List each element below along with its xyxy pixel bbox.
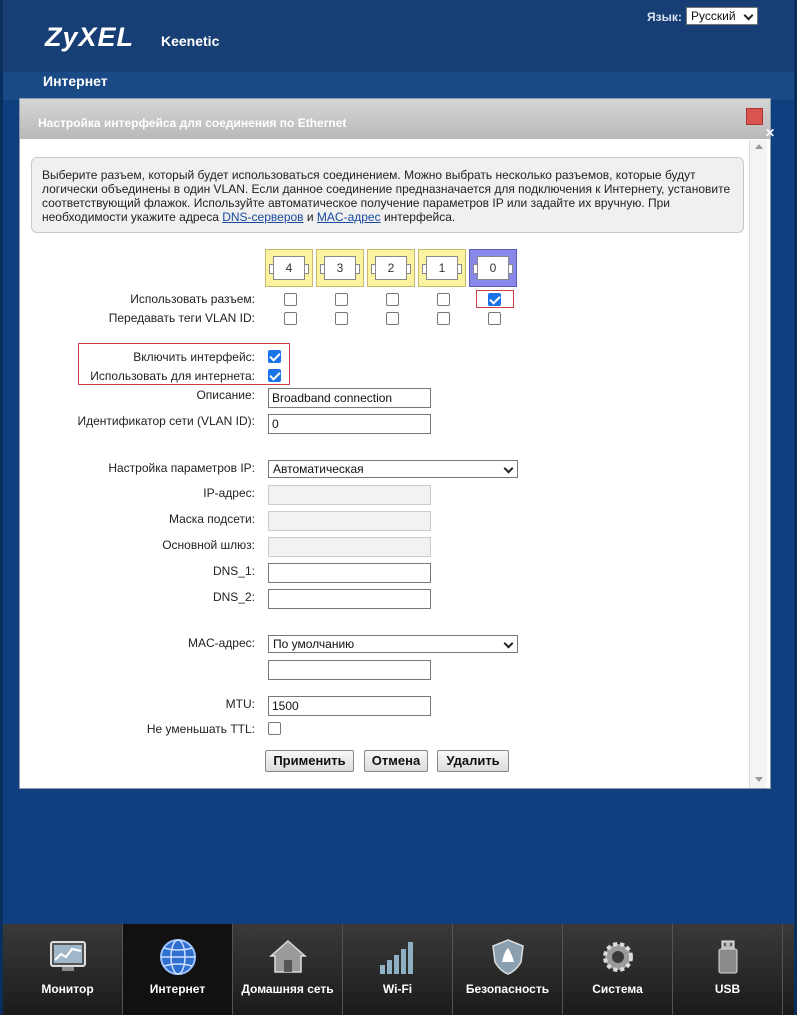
gear-icon bbox=[598, 938, 638, 976]
mac-mode-select[interactable]: По умолчанию bbox=[268, 635, 518, 653]
nav-tab-label: Интернет bbox=[149, 982, 206, 996]
page-title: Интернет bbox=[43, 73, 108, 89]
use-port-label: Использовать разъем: bbox=[130, 292, 255, 306]
description-input[interactable]: Broadband connection bbox=[268, 388, 431, 408]
ethernet-port-2 bbox=[367, 249, 415, 287]
nav-tab-3[interactable] bbox=[343, 924, 453, 1015]
nav-tab-label: Домашняя сеть bbox=[241, 982, 334, 996]
bottom-nav bbox=[3, 924, 794, 1015]
vlan-tags-label: Передавать теги VLAN ID: bbox=[108, 311, 255, 325]
dns-servers-link[interactable]: DNS-серверов bbox=[222, 210, 304, 224]
dialog-titlebar bbox=[20, 99, 776, 140]
vlan-id-label: Идентификатор сети (VLAN ID): bbox=[77, 414, 255, 428]
port-label: 4 bbox=[273, 256, 305, 280]
enable-interface-label: Включить интерфейс: bbox=[133, 350, 255, 364]
nav-tab-label: Безопасность bbox=[465, 982, 550, 996]
vlan-tags-checkbox-2[interactable] bbox=[386, 312, 399, 325]
nav-tab-4[interactable] bbox=[453, 924, 563, 1015]
mtu-input[interactable]: 1500 bbox=[268, 696, 431, 716]
vlan-tags-checkbox-1[interactable] bbox=[437, 312, 450, 325]
port-label: 2 bbox=[375, 256, 407, 280]
use-port-checkbox-4[interactable] bbox=[284, 293, 297, 306]
ttl-label: Не уменьшать TTL: bbox=[146, 722, 255, 736]
port-label: 3 bbox=[324, 256, 356, 280]
use-port-checkbox-3[interactable] bbox=[335, 293, 348, 306]
monitor-icon bbox=[48, 938, 88, 976]
mtu-label: MTU: bbox=[225, 697, 255, 711]
dns1-input[interactable] bbox=[268, 563, 431, 583]
nav-tab-6[interactable] bbox=[673, 924, 783, 1015]
gateway-input[interactable] bbox=[268, 537, 431, 557]
language-select[interactable]: Русский bbox=[686, 7, 758, 25]
shield-icon bbox=[488, 938, 528, 976]
nav-tab-1[interactable] bbox=[123, 924, 233, 1015]
nav-tab-5[interactable] bbox=[563, 924, 673, 1015]
model-name: Keenetic bbox=[161, 33, 220, 49]
nav-tab-label: Монитор bbox=[41, 982, 94, 996]
mac-address-link[interactable]: MAC-адрес bbox=[316, 210, 381, 224]
vlan-tags-checkbox-3[interactable] bbox=[335, 312, 348, 325]
info-text-2: интерфейса. bbox=[380, 210, 456, 224]
dns2-label: DNS_2: bbox=[212, 590, 255, 604]
nav-tab-label: Система bbox=[592, 982, 643, 996]
vlan-tags-checkbox-0[interactable] bbox=[488, 312, 501, 325]
globe-icon bbox=[158, 938, 198, 976]
apply-button[interactable]: Применить bbox=[265, 750, 354, 772]
language-label: Язык: bbox=[647, 10, 682, 24]
close-button[interactable] bbox=[746, 108, 776, 140]
use-internet-checkbox[interactable] bbox=[268, 369, 281, 382]
info-text-and: и bbox=[303, 210, 317, 224]
ethernet-port-0 bbox=[469, 249, 517, 287]
scroll-up-icon[interactable] bbox=[755, 144, 763, 149]
dns1-label: DNS_1: bbox=[212, 564, 255, 578]
ttl-checkbox[interactable] bbox=[268, 722, 281, 735]
port-label: 1 bbox=[426, 256, 458, 280]
nav-tab-label: Wi-Fi bbox=[382, 982, 413, 996]
nav-tab-2[interactable] bbox=[233, 924, 343, 1015]
nav-tab-label: USB bbox=[714, 982, 741, 996]
ethernet-port-4 bbox=[265, 249, 313, 287]
usb-icon bbox=[708, 938, 748, 976]
gateway-label: Основной шлюз: bbox=[162, 538, 255, 552]
ip-settings-select[interactable]: Автоматическая bbox=[268, 460, 518, 478]
close-icon: ✕ bbox=[765, 126, 776, 140]
use-port-checkbox-2[interactable] bbox=[386, 293, 399, 306]
ethernet-port-3 bbox=[316, 249, 364, 287]
ethernet-dialog bbox=[19, 98, 776, 789]
header bbox=[3, 0, 794, 72]
dialog-title: Настройка интерфейса для соединения по Ethernet bbox=[38, 116, 347, 130]
vlan-id-input[interactable]: 0 bbox=[268, 414, 431, 434]
delete-button[interactable]: Удалить bbox=[437, 750, 509, 772]
mac-address-input[interactable] bbox=[268, 660, 431, 680]
port-label: 0 bbox=[477, 256, 509, 280]
dns2-input[interactable] bbox=[268, 589, 431, 609]
info-box bbox=[31, 157, 744, 233]
subnet-mask-input[interactable] bbox=[268, 511, 431, 531]
ip-address-input[interactable] bbox=[268, 485, 431, 505]
enable-interface-checkbox[interactable] bbox=[268, 350, 281, 363]
ethernet-port-1 bbox=[418, 249, 466, 287]
mac-label: MAC-адрес: bbox=[187, 636, 255, 650]
vlan-tags-checkbox-4[interactable] bbox=[284, 312, 297, 325]
cancel-button[interactable]: Отмена bbox=[364, 750, 428, 772]
description-label: Описание: bbox=[196, 388, 255, 402]
section-bar bbox=[3, 72, 794, 100]
info-text-1: Выберите разъем, который будет использоваться соединением. Можно выбрать несколько разъемов, которые будут логически объединены в один VLAN. Если данное соединение предназначается для подключения к Интернету, установите соответствующий флажок. Используйте автоматическое получение параметров IP или задайте их вручную. При необходимости укажите адреса bbox=[42, 168, 731, 224]
wifi-bars-icon bbox=[378, 938, 418, 976]
house-icon bbox=[268, 938, 308, 976]
scrollbar[interactable] bbox=[749, 140, 767, 788]
nav-tab-0[interactable] bbox=[13, 924, 123, 1015]
highlight-box-port-0 bbox=[476, 290, 514, 308]
use-internet-label: Использовать для интернета: bbox=[90, 369, 255, 383]
ip-address-label: IP-адрес: bbox=[203, 486, 255, 500]
brand-logo: ZyXEL bbox=[45, 22, 135, 52]
subnet-mask-label: Маска подсети: bbox=[168, 512, 255, 526]
scroll-down-icon[interactable] bbox=[755, 777, 763, 782]
ip-settings-label: Настройка параметров IP: bbox=[108, 461, 255, 475]
use-port-checkbox-1[interactable] bbox=[437, 293, 450, 306]
